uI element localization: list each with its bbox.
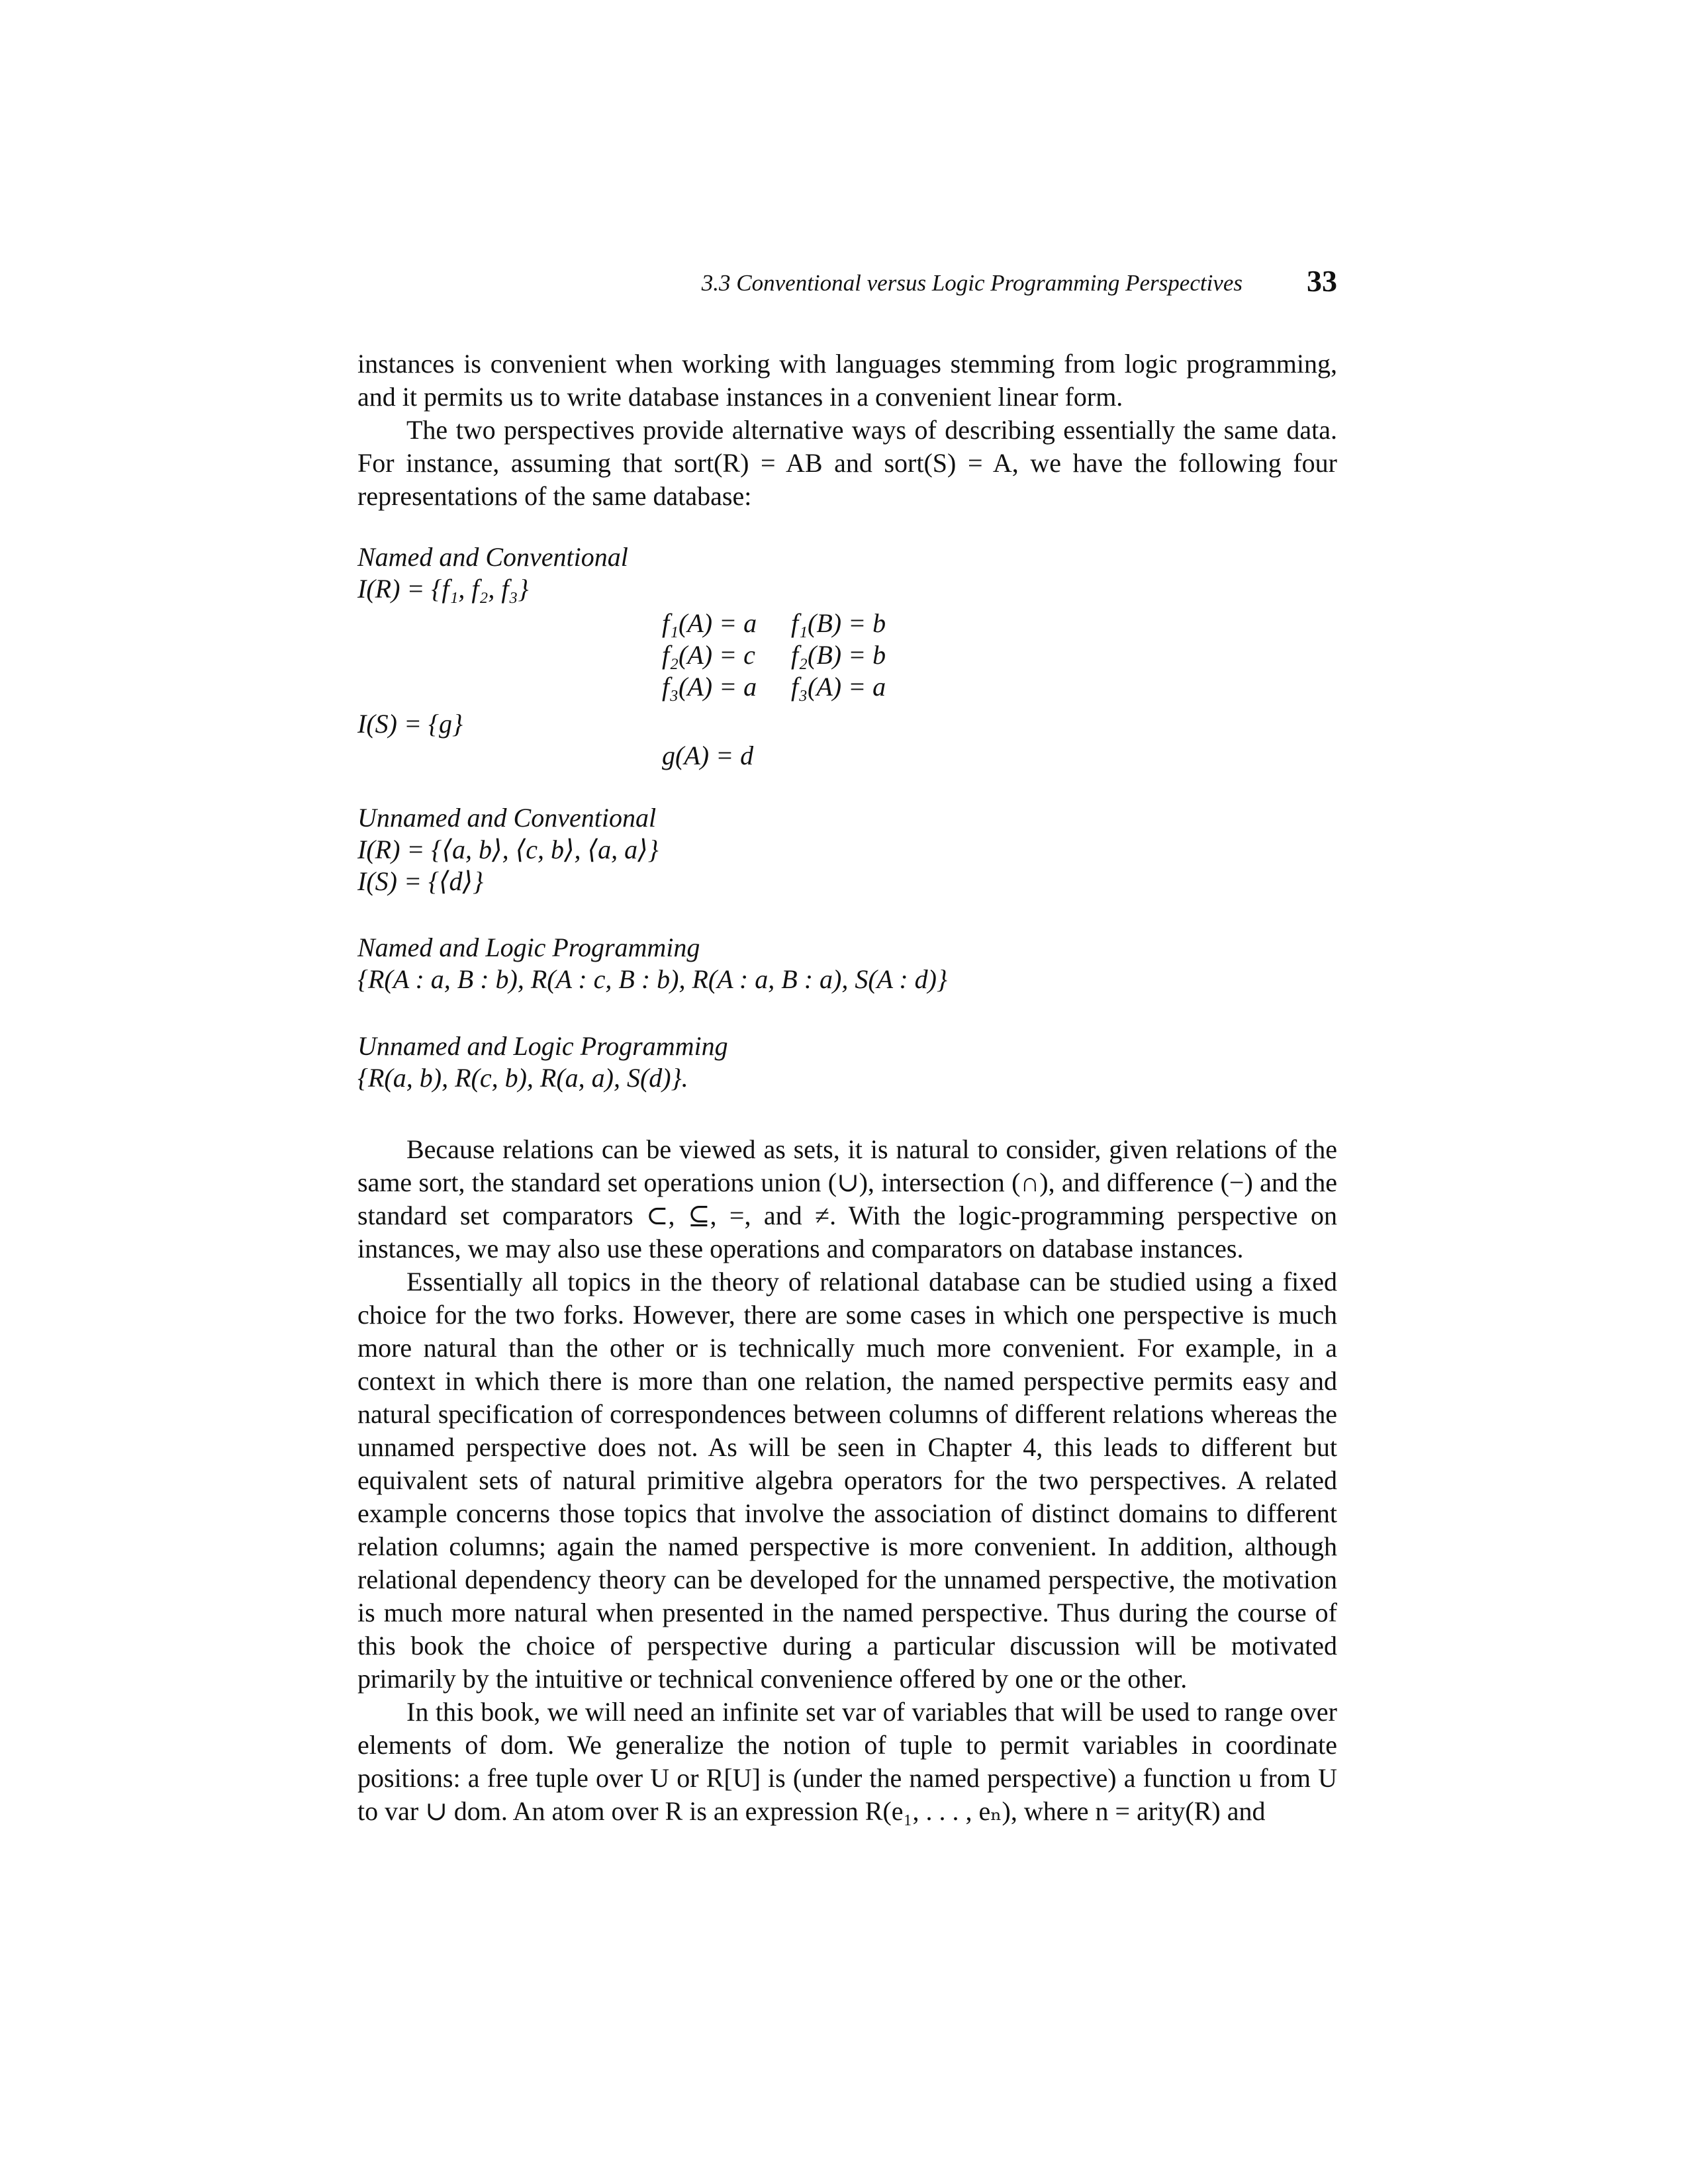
page-number: 33 [1307, 264, 1337, 298]
named-logic-title: Named and Logic Programming [357, 933, 700, 962]
unnamed-conventional-title: Unnamed and Conventional [357, 803, 657, 833]
unnamed-conventional-block [357, 802, 1337, 897]
named-logic-block [357, 932, 1337, 995]
body-text [357, 1133, 1337, 1828]
f2A-cell: f₂(A) = c [662, 640, 755, 670]
named-conventional-title: Named and Conventional [357, 542, 628, 572]
running-title: 3.3 Conventional versus Logic Programming Perspectives [701, 270, 1243, 296]
unnamed-conventional-IS: I(S) = {⟨d⟩} [357, 866, 484, 896]
unnamed-logic-title: Unnamed and Logic Programming [357, 1031, 728, 1061]
unnamed-conventional-IR: I(R) = {⟨a, b⟩, ⟨c, b⟩, ⟨a, a⟩} [357, 835, 659, 864]
f1B-cell: f₁(B) = b [791, 608, 886, 638]
f1A-cell: f₁(A) = a [662, 608, 757, 638]
f3A-second-cell: f₃(A) = a [791, 672, 886, 702]
page-header [357, 263, 1337, 303]
body-paragraph-perspectives: Essentially all topics in the theory of relational database can be studied using a fixed choice for the two forks. However, there are some cases in which one perspective is much more natural than the other or is technically much more convenient. For example, in a context in which there is more than one relation, the named perspective permits easy and natural specification of correspondences between columns of different relations whereas the unnamed perspective does not. As will be seen in Chapter 4, this leads to different but equivalent sets of natural primitive algebra operators for the two perspectives. A related example concerns those topics that involve the association of distinct domains to different relation columns; again the named perspective is more convenient. In addition, although relational dependency theory can be developed for the unnamed perspective, the motivation is much more natural when presented in the named perspective. Thus during the course of this book the choice of perspective during a particular discussion will be motivated primarily by the intuitive or technical convenience offered by one or the other. [357, 1267, 1337, 1694]
intro-text [357, 347, 1337, 513]
gA-cell: g(A) = d [662, 741, 754, 770]
named-conventional-IS: I(S) = {g} [357, 709, 463, 739]
unnamed-logic-block [357, 1030, 1337, 1094]
intro-paragraph-1: instances is convenient when working with languages stemming from logic programming, and it permits us to write database instances in a convenient linear form. [357, 349, 1337, 412]
unnamed-logic-expression: {R(a, b), R(c, b), R(a, a), S(d)}. [357, 1063, 688, 1093]
named-conventional-IR: I(R) = {f₁, f₂, f₃} [357, 574, 529, 604]
f3A-cell: f₃(A) = a [662, 672, 757, 702]
f2B-cell: f₂(B) = b [791, 640, 886, 670]
body-paragraph-set-operations: Because relations can be viewed as sets, it is natural to consider, given relations of the same sort, the standard set operations union (∪), intersection (∩), and difference (−) and the standard set comparators ⊂, ⊆, =, and ≠. With the logic-programming perspective on instances, we may also use these operations and comparators on database instances. [357, 1134, 1337, 1263]
named-logic-expression: {R(A : a, B : b), R(A : c, B : b), R(A : a, B : a), S(A : d)} [357, 964, 947, 994]
named-conventional-block [357, 541, 1337, 780]
body-paragraph-variables: In this book, we will need an infinite set var of variables that will be used to range over elements of dom. We generalize the notion of tuple to permit variables in coordinate positions: a free tuple over U or R[U] is (under the named perspective) a function u from U to var ∪ dom. An atom over R is an expression R(e₁, . . . , eₙ), where n = arity(R) and [357, 1697, 1337, 1826]
intro-paragraph-2: The two perspectives provide alternative ways of describing essentially the same data. For instance, assuming that sort(R) = AB and sort(S) = A, we have the following four representations of the same database: [357, 415, 1337, 511]
